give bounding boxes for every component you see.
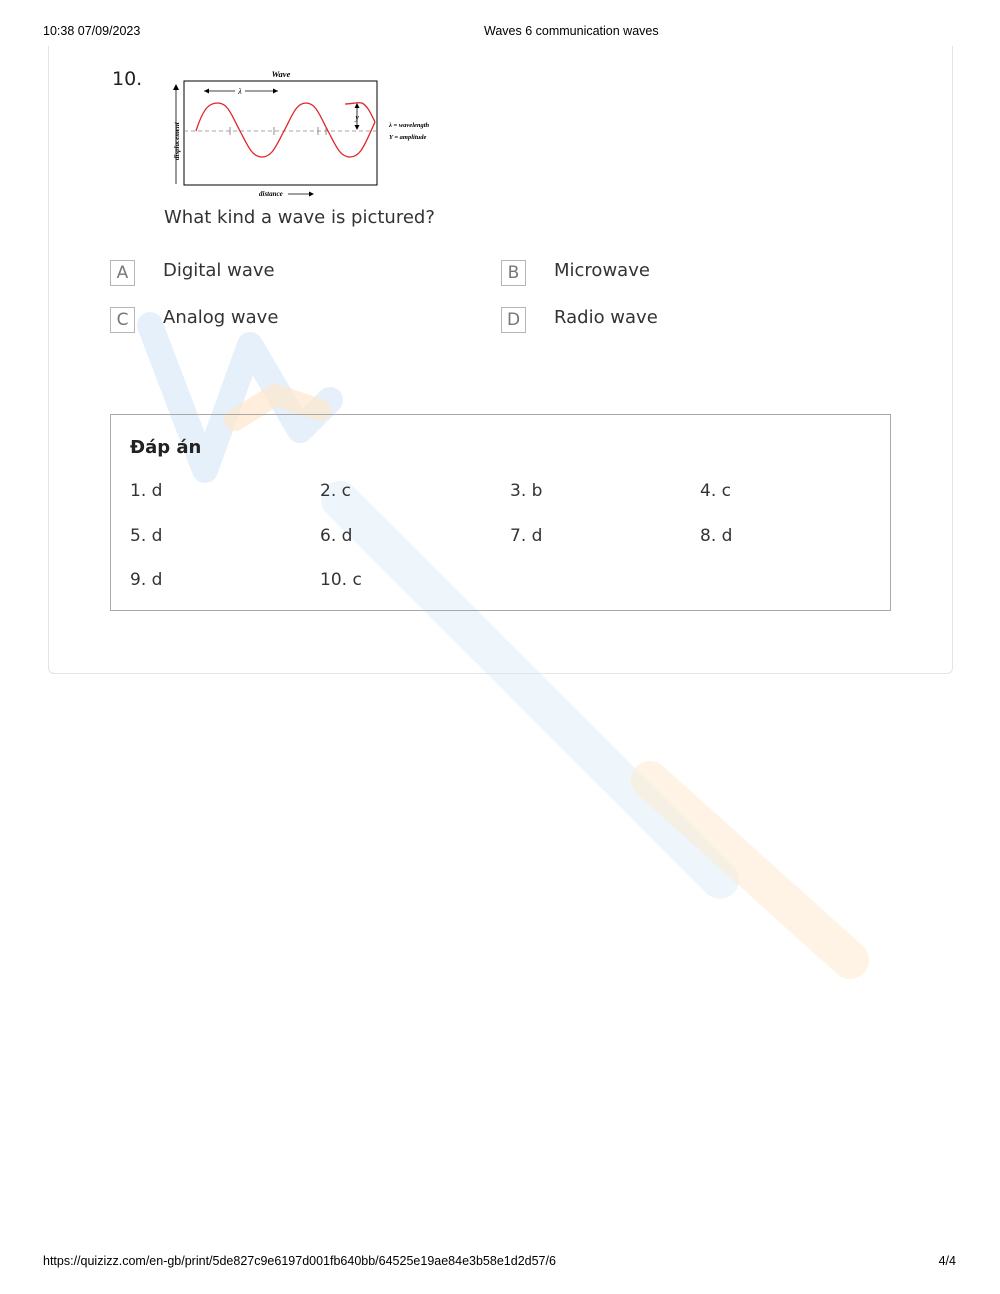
option-letter: B <box>501 260 526 286</box>
page-number: 4/4 <box>938 1254 956 1268</box>
answer-item: 3. b <box>510 481 543 501</box>
option-letter: D <box>501 307 526 333</box>
answer-item: 9. d <box>130 570 163 590</box>
distance-label: distance <box>259 190 283 198</box>
answer-item: 1. d <box>130 481 163 501</box>
option-letter: A <box>110 260 135 286</box>
amplitude-symbol: y <box>355 113 359 122</box>
option-text: Digital wave <box>163 260 275 281</box>
wave-figure-title: Wave <box>271 69 291 79</box>
option-text: Analog wave <box>163 307 279 328</box>
answer-item: 7. d <box>510 526 543 546</box>
displacement-label: displacement <box>173 122 181 160</box>
print-header <box>0 24 1000 40</box>
wave-frame <box>184 81 377 185</box>
document-title: Waves 6 communication waves <box>484 24 659 38</box>
question-number: 10. <box>112 68 143 90</box>
legend-wavelength: λ = wavelength <box>389 122 430 129</box>
wave-diagram <box>166 66 446 202</box>
legend-amplitude: Y = amplitude <box>389 134 427 141</box>
wave-curve <box>196 103 375 157</box>
answer-key <box>110 414 891 611</box>
option-letter: C <box>110 307 135 333</box>
print-footer <box>0 1254 1000 1270</box>
answer-item: 10. c <box>320 570 362 590</box>
option-text: Microwave <box>554 260 650 281</box>
wavelength-symbol: λ <box>238 87 242 96</box>
print-datetime: 10:38 07/09/2023 <box>43 24 141 38</box>
answer-item: 8. d <box>700 526 733 546</box>
answer-item: 2. c <box>320 481 351 501</box>
answer-key-title: Đáp án <box>130 437 202 458</box>
answer-item: 6. d <box>320 526 353 546</box>
answer-item: 5. d <box>130 526 163 546</box>
question-text: What kind a wave is pictured? <box>164 207 435 228</box>
option-text: Radio wave <box>554 307 658 328</box>
answer-item: 4. c <box>700 481 731 501</box>
page-url: https://quizizz.com/en-gb/print/5de827c9e6197d001fb640bb/64525e19ae84e3b58e1d2d57/6 <box>43 1254 556 1268</box>
